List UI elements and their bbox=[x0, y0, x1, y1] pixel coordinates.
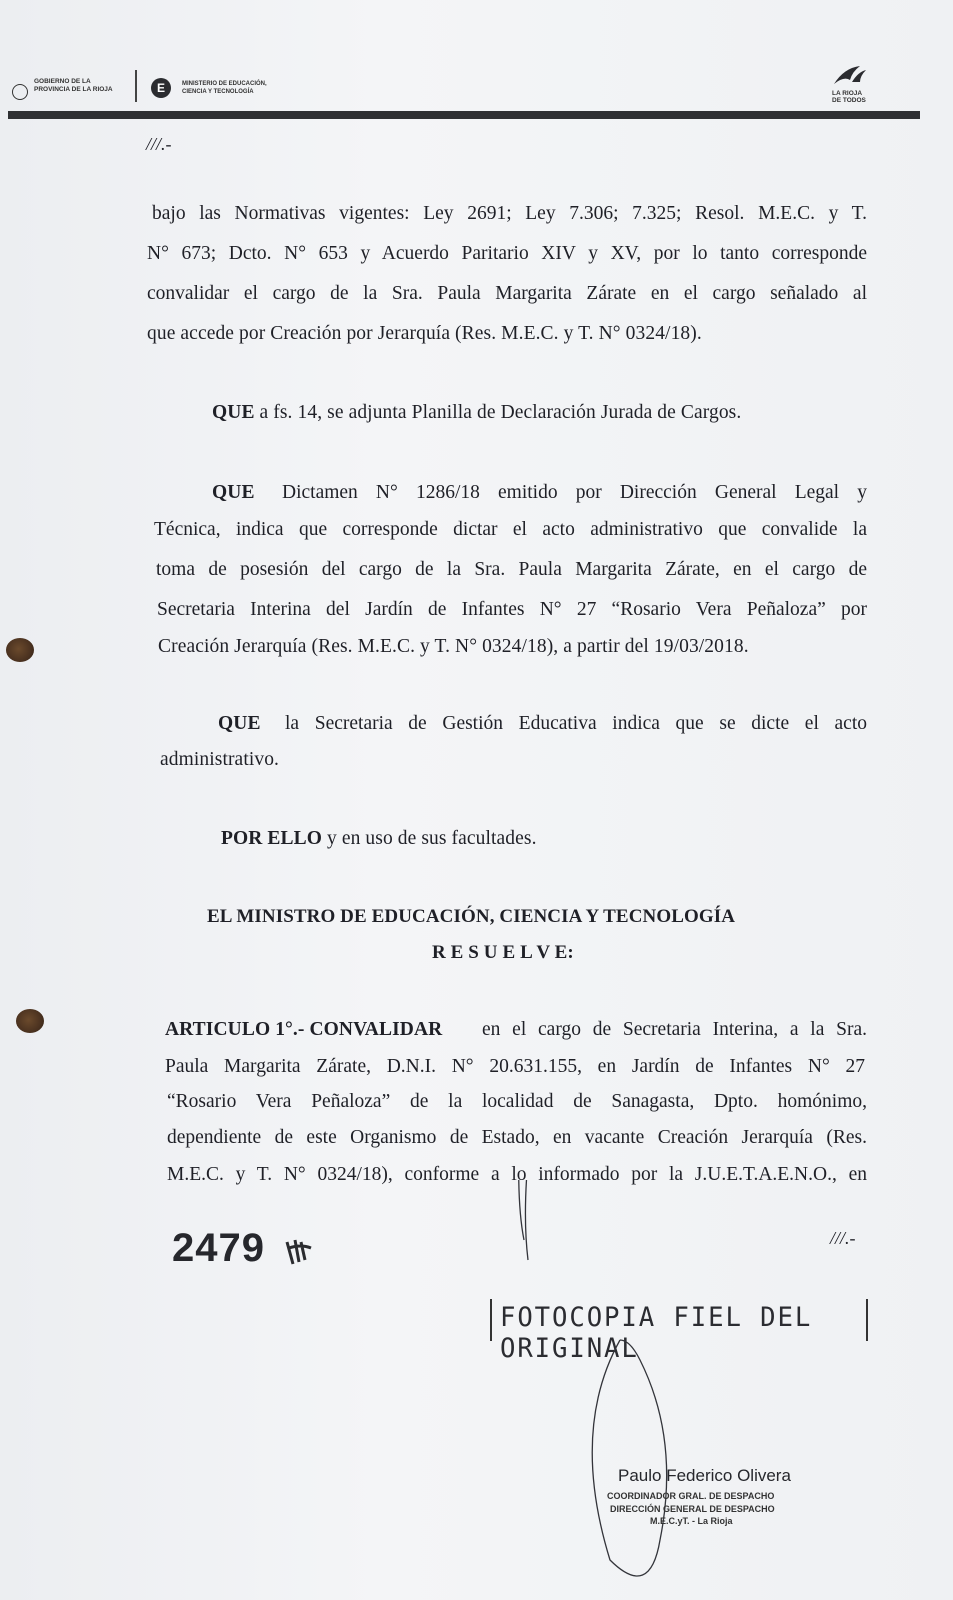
ministerio-line-2: CIENCIA Y TECNOLOGÍA bbox=[182, 89, 254, 95]
que-3-bold: QUE bbox=[218, 713, 261, 734]
la-rioja-logo-icon bbox=[830, 62, 870, 88]
articulo-1-line-2: Paula Margarita Zárate, D.N.I. N° 20.631.155, en Jardín de Infantes N° 27 bbox=[165, 1056, 865, 1077]
brand-line-2: DE TODOS bbox=[832, 97, 866, 104]
que-3-line-1: la Secretaria de Gestión Educativa indica que se dicte el acto bbox=[285, 713, 867, 734]
que-2-line-3: toma de posesión del cargo de la Sra. Paula Margarita Zárate, en el cargo de bbox=[156, 559, 867, 580]
que-2-line-1: Dictamen N° 1286/18 emitido por Dirección General Legal y bbox=[282, 482, 867, 503]
que-1 bbox=[212, 402, 741, 424]
continuation-top: ///.- bbox=[146, 134, 172, 154]
articulo-1-line-5: M.E.C. y T. N° 0324/18), conforme a lo informado por la J.U.E.T.A.E.N.O., en bbox=[167, 1164, 867, 1185]
que-1-text: a fs. 14, se adjunta Planilla de Declaración Jurada de Cargos. bbox=[254, 402, 742, 423]
signatory-name: Paulo Federico Olivera bbox=[618, 1466, 791, 1485]
articulo-1-bold: ARTICULO 1°.- CONVALIDAR bbox=[165, 1019, 443, 1040]
continuation-bottom: ///.- bbox=[830, 1228, 856, 1248]
articulo-1-label bbox=[165, 1019, 442, 1041]
p1-line-1: bajo las Normativas vigentes: Ley 2691; Ley 7.306; 7.325; Resol. M.E.C. y T. bbox=[152, 203, 867, 224]
que-3-label bbox=[218, 713, 261, 735]
p1-line-2: N° 673; Dcto. N° 653 y Acuerdo Paritario XIV y XV, por lo tanto corresponde bbox=[147, 243, 867, 264]
signatory-title-2: DIRECCIÓN GENERAL DE DESPACHO bbox=[610, 1504, 775, 1514]
resuelve-heading: R E S U E L V E: bbox=[432, 942, 574, 963]
handwritten-mark bbox=[283, 1236, 323, 1272]
articulo-1-line-1: en el cargo de Secretaria Interina, a la Sra. bbox=[482, 1019, 867, 1040]
que-2-line-2: Técnica, indica que corresponde dictar el acto administrativo que convalide la bbox=[154, 519, 867, 540]
header-rule bbox=[8, 111, 920, 119]
que-2-bold: QUE bbox=[212, 482, 255, 503]
punch-hole-bottom bbox=[16, 1009, 44, 1033]
handwritten-signature bbox=[510, 1180, 810, 1600]
signatory-title-1: COORDINADOR GRAL. DE DESPACHO bbox=[607, 1491, 775, 1501]
header-divider bbox=[135, 70, 137, 102]
por-ello-label: POR ELLO bbox=[221, 828, 323, 849]
gobierno-line-2: PROVINCIA DE LA RIOJA bbox=[34, 86, 113, 93]
articulo-1-line-3: “Rosario Vera Peñaloza” de la localidad de Sanagasta, Dpto. homónimo, bbox=[167, 1091, 867, 1112]
por-ello-text: y en uso de sus facultades. bbox=[322, 828, 537, 849]
por-ello bbox=[221, 828, 537, 850]
punch-hole-top bbox=[6, 638, 34, 662]
gobierno-label bbox=[34, 78, 113, 94]
resolution-number: 2479 bbox=[172, 1226, 265, 1270]
p1-line-3: convalidar el cargo de la Sra. Paula Margarita Zárate en el cargo señalado al bbox=[147, 283, 867, 304]
letterhead bbox=[0, 62, 953, 122]
que-1-label: QUE bbox=[212, 402, 255, 423]
minister-title: EL MINISTRO DE EDUCACIÓN, CIENCIA Y TECNOLOGÍA bbox=[207, 906, 736, 927]
que-3-line-2: administrativo. bbox=[160, 749, 280, 770]
ministry-logo-icon: E bbox=[151, 78, 171, 98]
p1-line-4: que accede por Creación por Jerarquía (Res. M.E.C. y T. N° 0324/18). bbox=[147, 323, 702, 344]
que-2-label bbox=[212, 482, 255, 504]
la-rioja-brand bbox=[832, 90, 866, 104]
que-2-line-4: Secretaria Interina del Jardín de Infantes N° 27 “Rosario Vera Peñaloza” por bbox=[157, 599, 867, 620]
ministerio-line-1: MINISTERIO DE EDUCACIÓN, bbox=[182, 81, 267, 87]
signatory-title-3: M.E.C.yT. - La Rioja bbox=[650, 1516, 733, 1526]
copy-stamp-text: FOTOCOPIA FIEL DEL ORIGINAL bbox=[500, 1302, 813, 1364]
brand-line-1: LA RIOJA bbox=[832, 90, 863, 97]
ministerio-label bbox=[182, 80, 267, 96]
provincial-seal-icon bbox=[12, 84, 28, 100]
gobierno-line-1: GOBIERNO DE LA bbox=[34, 78, 91, 85]
que-2-line-5: Creación Jerarquía (Res. M.E.C. y T. N° 0324/18), a partir del 19/03/2018. bbox=[158, 636, 749, 657]
articulo-1-line-4: dependiente de este Organismo de Estado, en vacante Creación Jerarquía (Res. bbox=[167, 1127, 867, 1148]
